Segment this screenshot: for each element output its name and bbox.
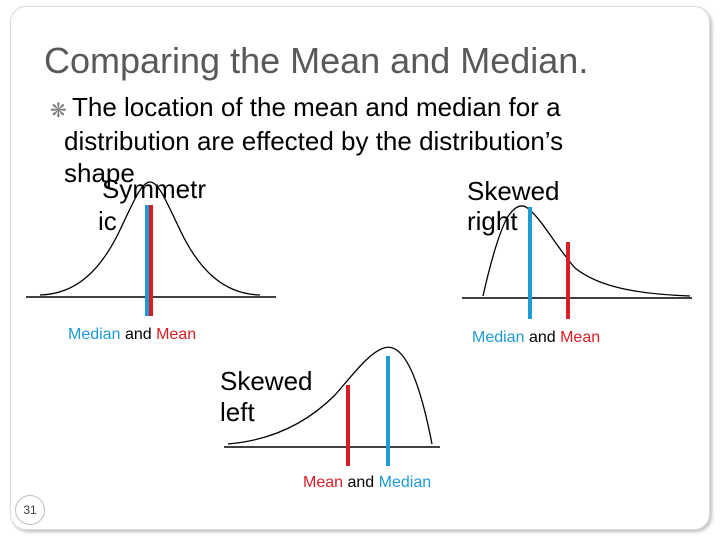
legend-mean-text: Mean [560, 329, 601, 346]
legend-median-text: Median [68, 326, 121, 343]
symmetric-label-line-2: ic [98, 206, 117, 236]
legend-median-text: Median [378, 474, 432, 491]
symmetric-legend [68, 326, 196, 344]
legend-and-text: and [528, 329, 556, 346]
legend-and-text: and [347, 474, 375, 491]
body-text-line-3: shape [64, 158, 135, 188]
skewed-left-legend [303, 474, 431, 492]
skewed-right-label-line-2: right [467, 206, 518, 236]
legend-and-text: and [124, 326, 152, 343]
bullet-icon: ❋ [50, 100, 67, 122]
symmetric-label-line-1: Symmetr [102, 174, 206, 204]
slide-title: Comparing the Mean and Median. [44, 40, 589, 81]
page-number: 31 [15, 495, 45, 525]
skewed-right-label-line-1: Skewed [467, 176, 560, 206]
skewed-left-label-line-1: Skewed [220, 366, 313, 396]
skewed-right-legend [472, 329, 600, 347]
body-text-line-2: distribution are effected by the distribution’s [64, 126, 564, 156]
body-text-line-1: The location of the mean and median for a [72, 92, 561, 122]
legend-mean-text: Mean [303, 474, 344, 491]
legend-mean-text: Mean [156, 326, 197, 343]
skewed-left-label-line-2: left [220, 397, 255, 427]
legend-median-text: Median [472, 329, 525, 346]
